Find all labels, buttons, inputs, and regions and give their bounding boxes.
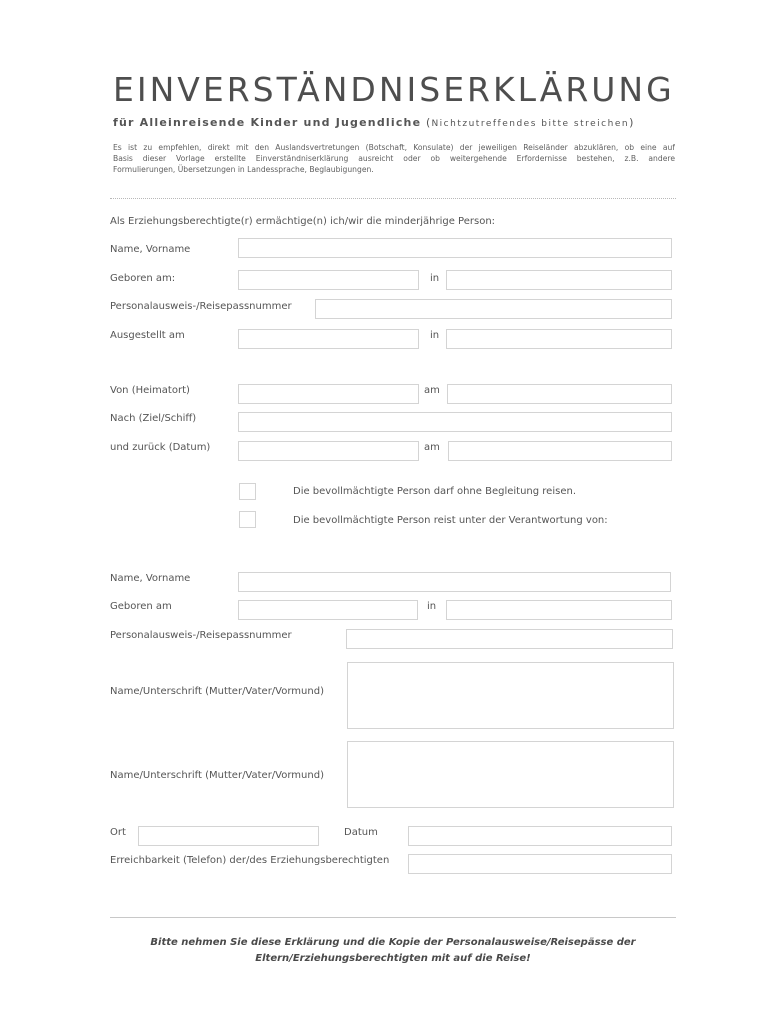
child-birthplace-label: in bbox=[430, 273, 440, 284]
child-issued-place-field[interactable] bbox=[446, 329, 672, 349]
travel-return-label: und zurück (Datum) bbox=[110, 442, 211, 453]
date-field[interactable] bbox=[408, 826, 672, 846]
place-label: Ort bbox=[110, 827, 126, 838]
phone-label: Erreichbarkeit (Telefon) der/des Erziehungsberechtigten bbox=[110, 855, 390, 866]
child-passport-label: Personalausweis-/Reisepassnummer bbox=[110, 301, 292, 312]
travel-return-date-field[interactable] bbox=[448, 441, 672, 461]
child-issued-place-label: in bbox=[430, 330, 440, 341]
guardian-passport-label: Personalausweis-/Reisepassnummer bbox=[110, 630, 292, 641]
travel-alone-label: Die bevollmächtigte Person darf ohne Begleitung reisen. bbox=[293, 486, 576, 497]
child-birthdate-field[interactable] bbox=[238, 270, 419, 290]
intro-line-3: Formulierungen, Übersetzungen in Landessprache, Beglaubigungen. bbox=[113, 165, 374, 174]
subtitle-main: für Alleinreisende Kinder und Jugendliche bbox=[113, 116, 422, 129]
child-name-field[interactable] bbox=[238, 238, 672, 258]
guardian-name-field[interactable] bbox=[238, 572, 671, 592]
signature-2-label: Name/Unterschrift (Mutter/Vater/Vormund) bbox=[110, 770, 324, 781]
travel-from-date-field[interactable] bbox=[447, 384, 672, 404]
travel-return-date-label: am bbox=[424, 442, 440, 453]
child-issued-date-field[interactable] bbox=[238, 329, 419, 349]
bottom-divider bbox=[110, 917, 676, 918]
travel-alone-checkbox[interactable] bbox=[239, 483, 256, 500]
guardian-birthplace-label: in bbox=[427, 601, 437, 612]
subtitle-open-paren: ( bbox=[421, 116, 432, 129]
phone-field[interactable] bbox=[408, 854, 672, 874]
travel-accompanied-checkbox[interactable] bbox=[239, 511, 256, 528]
signature-2-field[interactable] bbox=[347, 741, 674, 808]
guardian-name-label: Name, Vorname bbox=[110, 573, 191, 584]
guardian-birthdate-field[interactable] bbox=[238, 600, 418, 620]
guardian-birthdate-label: Geboren am bbox=[110, 601, 172, 612]
date-label: Datum bbox=[344, 827, 378, 838]
child-passport-field[interactable] bbox=[315, 299, 672, 319]
intro-line-1: Es ist zu empfehlen, direkt mit den Auslandsvertretungen (Botschaft, Konsulate) der jeweiligen Reiseländer abzuklären, ob eine auf bbox=[113, 143, 675, 152]
travel-accompanied-label: Die bevollmächtigte Person reist unter der Verantwortung von: bbox=[293, 515, 608, 526]
footer-note-line-2: Eltern/Erziehungsberechtigten mit auf die Reise! bbox=[255, 953, 531, 964]
subtitle-close-paren: ) bbox=[629, 116, 635, 129]
guardian-passport-field[interactable] bbox=[346, 629, 673, 649]
travel-from-date-label: am bbox=[424, 385, 440, 396]
guardian-birthplace-field[interactable] bbox=[446, 600, 672, 620]
intro-line-2: Basis dieser Vorlage erstellte Einverständniserklärung ausreicht oder ob weitergehende Erfordernisse bestehen, z.B. andere bbox=[113, 154, 675, 163]
subtitle-note: Nichtzutreffendes bitte streichen bbox=[431, 119, 630, 129]
place-field[interactable] bbox=[138, 826, 319, 846]
document-subtitle bbox=[113, 116, 635, 129]
section1-intro: Als Erziehungsberechtigte(r) ermächtige(n) ich/wir die minderjährige Person: bbox=[110, 216, 496, 227]
child-birthplace-field[interactable] bbox=[446, 270, 672, 290]
travel-to-label: Nach (Ziel/Schiff) bbox=[110, 413, 197, 424]
travel-from-label: Von (Heimatort) bbox=[110, 385, 190, 396]
signature-1-label: Name/Unterschrift (Mutter/Vater/Vormund) bbox=[110, 686, 324, 697]
signature-1-field[interactable] bbox=[347, 662, 674, 729]
travel-return-field[interactable] bbox=[238, 441, 419, 461]
child-birthdate-label: Geboren am: bbox=[110, 273, 176, 284]
document-title: EINVERSTÄNDNISERKLÄRUNG bbox=[113, 70, 675, 109]
travel-to-field[interactable] bbox=[238, 412, 672, 432]
child-name-label: Name, Vorname bbox=[110, 244, 191, 255]
child-issued-label: Ausgestellt am bbox=[110, 330, 185, 341]
travel-from-field[interactable] bbox=[238, 384, 419, 404]
footer-note-line-1: Bitte nehmen Sie diese Erklärung und die Kopie der Personalausweise/Reisepässe der bbox=[150, 937, 636, 948]
top-divider bbox=[110, 198, 676, 199]
